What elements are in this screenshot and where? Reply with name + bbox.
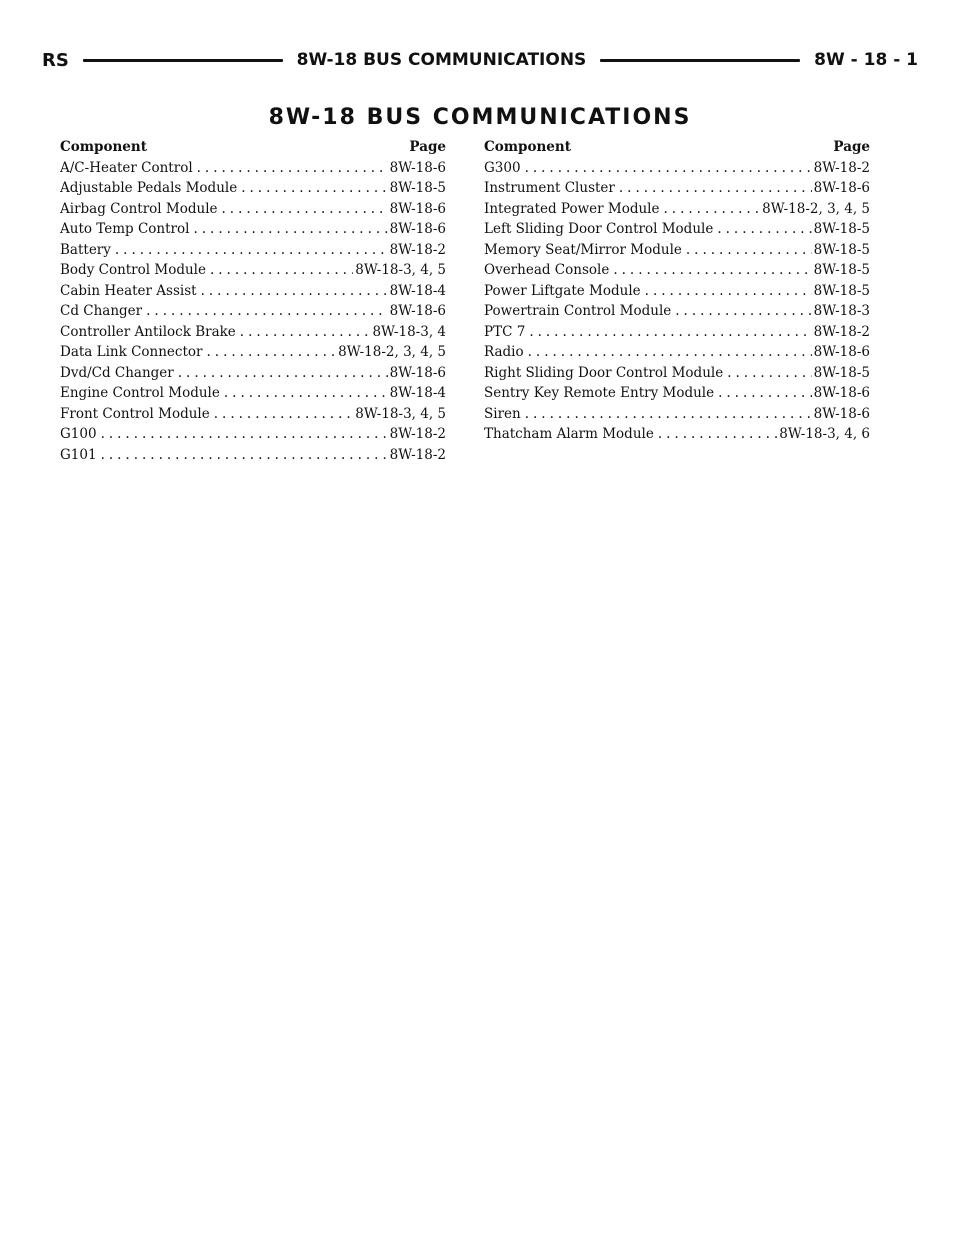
index-entry xyxy=(60,383,446,404)
index-entry xyxy=(60,240,446,261)
component-name: Thatcham Alarm Module xyxy=(484,426,654,442)
index-entry xyxy=(484,301,870,322)
index-entry xyxy=(60,219,446,240)
index-list-left xyxy=(60,158,446,466)
component-name: PTC 7 xyxy=(484,323,526,340)
page-reference: 8W-18-4 xyxy=(389,282,446,299)
index-list-right xyxy=(484,158,870,445)
component-name: Dvd/Cd Changer xyxy=(60,364,174,381)
component-name: Right Sliding Door Control Module xyxy=(484,364,724,381)
index-entry xyxy=(60,178,446,199)
dot-leader xyxy=(201,281,388,302)
dot-leader xyxy=(525,158,812,179)
component-name: Data Link Connector xyxy=(60,344,203,360)
dot-leader xyxy=(528,342,812,363)
dot-leader xyxy=(146,301,388,322)
page-reference: 8W-18-6 xyxy=(389,303,446,319)
dot-leader xyxy=(197,158,388,179)
page-reference: 8W-18-5 xyxy=(813,221,870,237)
component-name: Auto Temp Control xyxy=(60,221,190,237)
component-name: Battery xyxy=(60,241,111,258)
component-name: Power Liftgate Module xyxy=(484,282,641,299)
index-entry xyxy=(484,342,870,363)
index-entry xyxy=(484,404,870,425)
component-name: Cabin Heater Assist xyxy=(60,282,197,299)
dot-leader xyxy=(525,404,812,425)
page-reference: 8W-18-6 xyxy=(389,200,446,217)
dot-leader xyxy=(224,383,388,404)
index-entry xyxy=(60,158,446,179)
index-entry xyxy=(60,363,446,384)
component-name: Sentry Key Remote Entry Module xyxy=(484,385,715,401)
dot-leader xyxy=(214,404,354,425)
component-name: Instrument Cluster xyxy=(484,180,615,196)
page-reference: 8W-18-3, 4, 5 xyxy=(355,262,446,278)
component-name: Radio xyxy=(484,344,524,360)
dot-leader xyxy=(717,219,811,240)
index-column-right xyxy=(484,137,870,445)
page-reference: 8W-18-2, 3, 4, 5 xyxy=(338,344,446,360)
page-reference: 8W-18-6 xyxy=(389,364,446,381)
component-name: Airbag Control Module xyxy=(60,200,218,217)
dot-leader xyxy=(240,322,371,343)
index-entry xyxy=(484,260,870,281)
dot-leader xyxy=(210,260,353,281)
dot-leader xyxy=(193,219,387,240)
page-reference: 8W-18-5 xyxy=(389,180,446,196)
dot-leader xyxy=(613,260,811,281)
dot-leader xyxy=(241,178,387,199)
index-entry xyxy=(484,240,870,261)
component-name: Left Sliding Door Control Module xyxy=(484,221,714,237)
page-reference: 8W-18-5 xyxy=(813,364,870,381)
page-reference: 8W-18-6 xyxy=(389,159,446,176)
page-reference: 8W-18-2 xyxy=(389,446,446,463)
index-entry xyxy=(60,301,446,322)
header-rule-left xyxy=(83,59,283,62)
dot-leader xyxy=(686,240,812,261)
page-reference: 8W-18-6 xyxy=(389,221,446,237)
section-running-title: 8W-18 BUS COMMUNICATIONS xyxy=(296,50,587,70)
index-entry xyxy=(484,424,870,445)
component-name: Controller Antilock Brake xyxy=(60,323,236,340)
dot-leader xyxy=(718,383,812,404)
component-column-label: Component xyxy=(484,139,571,155)
dot-leader xyxy=(645,281,812,302)
index-entry xyxy=(60,424,446,445)
header-rule-right xyxy=(600,59,800,62)
page-column-label: Page xyxy=(833,139,870,155)
dot-leader xyxy=(207,342,337,363)
page-reference: 8W-18-5 xyxy=(813,241,870,258)
index-entry xyxy=(60,445,446,466)
dot-leader xyxy=(101,424,388,445)
vehicle-code: RS xyxy=(42,49,69,71)
page-reference: 8W-18-4 xyxy=(389,385,446,401)
component-name: Overhead Console xyxy=(484,262,610,278)
dot-leader xyxy=(663,199,760,220)
index-entry xyxy=(484,281,870,302)
dot-leader xyxy=(619,178,812,199)
index-header-right xyxy=(484,137,870,158)
page-reference: 8W-18-3 xyxy=(813,303,870,319)
page-number: 8W - 18 - 1 xyxy=(814,50,918,70)
page-reference: 8W-18-3, 4 xyxy=(372,323,446,340)
index-entry xyxy=(484,322,870,343)
component-name: Siren xyxy=(484,405,521,422)
page-reference: 8W-18-2 xyxy=(813,159,870,176)
component-column-label: Component xyxy=(60,139,147,155)
index-header-left xyxy=(60,137,446,158)
component-name: Engine Control Module xyxy=(60,385,220,401)
page-reference: 8W-18-3, 4, 6 xyxy=(779,426,870,442)
page-reference: 8W-18-6 xyxy=(813,344,870,360)
index-entry xyxy=(484,178,870,199)
dot-leader xyxy=(101,445,388,466)
component-name: Cd Changer xyxy=(60,303,143,319)
index-entry xyxy=(60,260,446,281)
component-name: G300 xyxy=(484,159,521,176)
page-reference: 8W-18-2 xyxy=(813,323,870,340)
index-column-left xyxy=(60,137,446,465)
index-entry xyxy=(484,383,870,404)
component-name: A/C-Heater Control xyxy=(60,159,193,176)
dot-leader xyxy=(658,424,777,445)
index-entry xyxy=(60,199,446,220)
page-reference: 8W-18-5 xyxy=(813,282,870,299)
dot-leader xyxy=(675,301,811,322)
index-entry xyxy=(60,342,446,363)
page-reference: 8W-18-6 xyxy=(813,385,870,401)
index-entry xyxy=(484,158,870,179)
index-entry xyxy=(60,322,446,343)
dot-leader xyxy=(529,322,811,343)
index-entry xyxy=(60,281,446,302)
page-reference: 8W-18-2 xyxy=(389,426,446,442)
page-column-label: Page xyxy=(409,139,446,155)
dot-leader xyxy=(178,363,388,384)
page-reference: 8W-18-3, 4, 5 xyxy=(355,405,446,422)
page-reference: 8W-18-6 xyxy=(813,180,870,196)
dot-leader xyxy=(727,363,811,384)
component-name: Memory Seat/Mirror Module xyxy=(484,241,682,258)
page-reference: 8W-18-2 xyxy=(389,241,446,258)
component-name: Body Control Module xyxy=(60,262,206,278)
dot-leader xyxy=(115,240,388,261)
page-reference: 8W-18-5 xyxy=(813,262,870,278)
index-entry xyxy=(484,219,870,240)
index-entry xyxy=(60,404,446,425)
index-entry xyxy=(484,199,870,220)
page-reference: 8W-18-6 xyxy=(813,405,870,422)
component-name: Integrated Power Module xyxy=(484,200,660,217)
dot-leader xyxy=(222,199,388,220)
index-entry xyxy=(484,363,870,384)
component-name: G101 xyxy=(60,446,97,463)
page-reference: 8W-18-2, 3, 4, 5 xyxy=(762,200,870,217)
page-header xyxy=(42,46,918,74)
component-name: Powertrain Control Module xyxy=(484,303,672,319)
component-name: Adjustable Pedals Module xyxy=(60,180,238,196)
component-name: Front Control Module xyxy=(60,405,210,422)
page-title: 8W-18 BUS COMMUNICATIONS xyxy=(268,104,692,130)
component-name: G100 xyxy=(60,426,97,442)
